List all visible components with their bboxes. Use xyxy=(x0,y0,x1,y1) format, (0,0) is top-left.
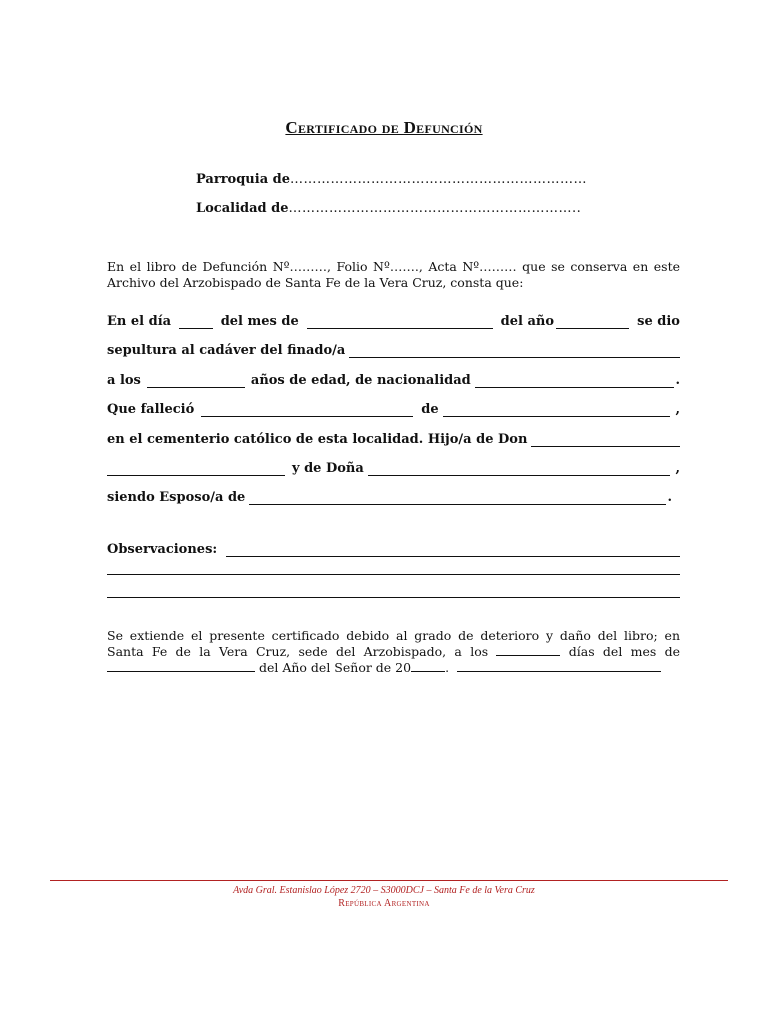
row-observaciones xyxy=(107,539,680,557)
nacionalidad-blank[interactable] xyxy=(475,374,675,388)
localidad-label: Localidad de xyxy=(196,201,289,216)
row-a-los-label: a los xyxy=(107,373,141,388)
mes-blank[interactable] xyxy=(307,315,493,329)
row-dona-label: y de Doña xyxy=(292,461,364,476)
footer-divider xyxy=(50,880,728,881)
mes-cierre-blank[interactable] xyxy=(107,660,255,672)
observaciones-blank[interactable] xyxy=(226,543,680,557)
closing-text-b: días del mes de xyxy=(568,644,680,659)
row-edad xyxy=(107,370,680,388)
row-sepultura xyxy=(107,340,680,358)
footer-address: Avda Gral. Estanislao López 2720 – S3000DCJ – Santa Fe de la Vera Cruz xyxy=(233,885,535,896)
row-mes-label: del mes de xyxy=(220,314,299,329)
fallecio-blank[interactable] xyxy=(201,403,413,417)
row-esposo-label: siendo Esposo/a de xyxy=(107,490,246,505)
fallecio-de-blank[interactable] xyxy=(443,403,671,417)
certificate-title: Certificado de Defunción xyxy=(285,118,483,137)
row-fallecio-label: Que falleció xyxy=(107,402,195,417)
closing-text-a: Se extiende el presente certificado debido al grado de deterioro y daño del libro; en Santa Fe de la Vera Cruz, sede del Arzobispado, a los xyxy=(107,628,680,659)
observaciones-line-2[interactable] xyxy=(107,574,680,575)
padre-blank[interactable] xyxy=(531,433,680,447)
row-edad-end: . xyxy=(675,373,680,388)
finado-blank[interactable] xyxy=(349,344,680,358)
row-fallecio-end: , xyxy=(675,402,680,417)
row-esposo xyxy=(107,487,680,505)
row-madre xyxy=(107,458,680,476)
row-sepultura-label: sepultura al cadáver del finado/a xyxy=(107,343,346,358)
localidad-dots: ……………………………………………………….. xyxy=(288,201,582,216)
parroquia-dots: ………………………………………………………… xyxy=(290,172,588,187)
observaciones-label: Observaciones: xyxy=(107,542,218,557)
row-de-label: de xyxy=(421,402,439,417)
row-cementerio-label: en el cementerio católico de esta localidad. Hijo/a de Don xyxy=(107,432,528,447)
anio-blank[interactable] xyxy=(556,315,629,329)
dias-blank[interactable] xyxy=(496,644,560,656)
row-esposo-end: . xyxy=(667,490,672,505)
row-anio-label: del año xyxy=(500,314,554,329)
parroquia-label: Parroquia de xyxy=(196,172,291,187)
row-madre-end: , xyxy=(675,461,680,476)
closing-text-d: . xyxy=(445,660,450,675)
row-fallecio xyxy=(107,399,680,417)
edad-blank[interactable] xyxy=(147,374,245,388)
madre-blank[interactable] xyxy=(368,462,671,476)
row-nacionalidad-label: años de edad, de nacionalidad xyxy=(250,373,471,388)
closing-paragraph xyxy=(107,628,680,676)
row-se-dio-label: se dio xyxy=(637,314,680,329)
firma-blank[interactable] xyxy=(457,660,661,672)
padre-cont-blank[interactable] xyxy=(107,462,285,476)
row-dia-label: En el día xyxy=(107,314,172,329)
row-dia xyxy=(107,311,680,329)
closing-text-c: del Año del Señor de 20 xyxy=(258,660,412,675)
esposo-blank[interactable] xyxy=(249,491,666,505)
footer-country: República Argentina xyxy=(338,898,430,909)
localidad-line xyxy=(196,201,581,216)
parroquia-line xyxy=(196,172,587,187)
row-cementerio xyxy=(107,429,680,447)
dia-blank[interactable] xyxy=(179,315,213,329)
observaciones-line-3[interactable] xyxy=(107,597,680,598)
anio-cierre-blank[interactable] xyxy=(411,660,445,672)
intro-paragraph: En el libro de Defunción Nº………, Folio Nº……., Acta Nº……… que se conserva en este Archivo del Arzobispado de Santa Fe de la Vera Cruz, consta que: xyxy=(107,259,680,290)
